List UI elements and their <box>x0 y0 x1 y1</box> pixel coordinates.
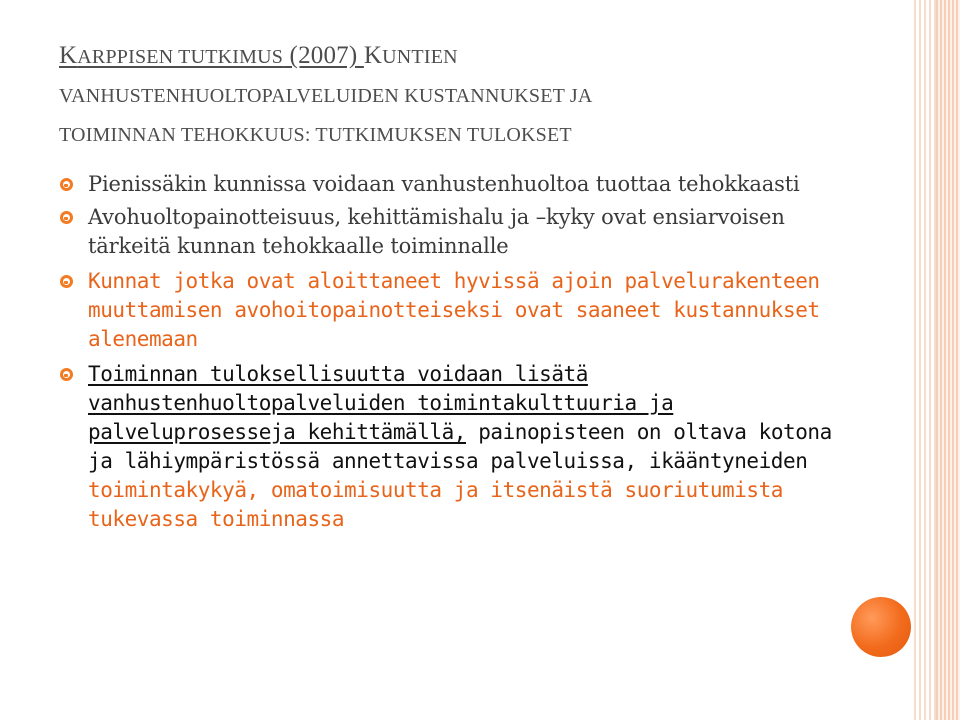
title-year: (2007) <box>283 42 364 69</box>
bullet-4-plain-text: painopisteen on oltava kotona ja lähiympäristössä annettavissa palveluissa, ikääntyneiden <box>88 420 832 473</box>
title-cap-k1: K <box>59 42 78 69</box>
title-karppisen-tutkimus: ARPPISEN TUTKIMUS <box>77 46 284 68</box>
title-kuntien: UNTIEN <box>382 46 458 68</box>
title-line-1 <box>59 36 859 77</box>
decorative-circle <box>851 597 911 657</box>
bullet-1-text: Pienissäkin kunnissa voidaan vanhustenhuoltoa tuottaa tehokkaasti <box>88 172 800 196</box>
bullet-ring-icon <box>60 178 73 191</box>
bullet-4 <box>56 360 856 534</box>
title-line-2: VANHUSTENHUOLTOPALVELUIDEN KUSTANNUKSET JA <box>59 85 593 107</box>
title-line-3: TOIMINNAN TEHOKKUUS: TUTKIMUKSEN TULOKSET <box>59 124 572 146</box>
slide-title <box>59 36 859 155</box>
bullet-ring-icon <box>60 275 73 288</box>
title-underlined-part <box>59 42 364 69</box>
bullet-4-orange-text: toimintakykyä, omatoimisuutta ja itsenäistä suoriutumista tukevassa toiminnassa <box>88 478 784 531</box>
bullet-list <box>56 170 856 534</box>
bullet-4-underlined-text: Toiminnan tuloksellisuutta voidaan lisätä vanhustenhuoltopalveluiden toimintakulttuuria ja palveluprosesseja kehittämällä, <box>88 362 674 444</box>
bullet-1 <box>56 170 856 199</box>
bullet-3 <box>56 267 856 354</box>
bullet-ring-icon <box>60 368 73 381</box>
decorative-stripes <box>914 0 960 720</box>
bullet-ring-icon <box>60 211 73 224</box>
title-cap-k2: K <box>363 42 383 69</box>
bullet-2 <box>56 203 856 261</box>
bullet-3-text: Kunnat jotka ovat aloittaneet hyvissä ajoin palvelurakenteen muuttamisen avohoitopainotteiseksi ovat saaneet kustannukset alenemaan <box>88 269 820 351</box>
decorative-stripes-inner <box>936 0 960 720</box>
bullet-2-text: Avohuoltopainotteisuus, kehittämishalu ja –kyky ovat ensiarvoisen tärkeitä kunnan tehokkaalle toiminnalle <box>88 205 785 258</box>
